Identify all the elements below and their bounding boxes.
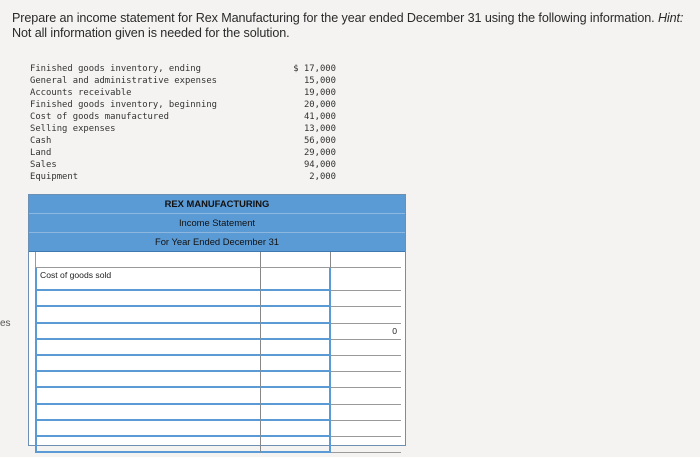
statement-row (29, 372, 405, 388)
statement-amount-input[interactable] (261, 356, 331, 372)
given-item (30, 171, 336, 183)
statement-amount-input[interactable] (261, 405, 331, 421)
given-item-label: Selling expenses (30, 124, 116, 134)
given-item-label: Land (30, 148, 52, 158)
statement-title: Income Statement (29, 214, 405, 233)
prompt-text: Prepare an income statement for Rex Manufacturing for the year ended December 31 using the following information. (12, 11, 658, 25)
statement-total-cell[interactable] (331, 291, 401, 307)
given-item-amount: 29,000 (303, 148, 336, 158)
statement-amount-input[interactable] (261, 437, 331, 453)
given-item-amount: 13,000 (303, 124, 336, 134)
statement-total-cell[interactable]: 0 (331, 324, 401, 340)
statement-label-input[interactable] (35, 437, 261, 453)
given-item-label: Equipment (30, 172, 79, 182)
given-item-label: Cash (30, 136, 52, 146)
given-item (30, 75, 336, 87)
statement-total-cell[interactable] (331, 421, 401, 437)
statement-amount-input[interactable] (261, 388, 331, 404)
statement-period: For Year Ended December 31 (154, 236, 280, 247)
given-item-label: Accounts receivable (30, 88, 132, 98)
statement-total-cell[interactable] (331, 372, 401, 388)
given-item (30, 99, 336, 111)
statement-row (29, 388, 405, 404)
statement-label-input[interactable] (35, 324, 261, 340)
statement-total-cell[interactable] (331, 340, 401, 356)
statement-amount-input[interactable] (261, 372, 331, 388)
statement-amount-input[interactable] (261, 324, 331, 340)
statement-total-cell[interactable] (331, 405, 401, 421)
given-item-amount: 2,000 (309, 172, 336, 182)
statement-amount-input[interactable] (261, 268, 331, 291)
statement-header (29, 195, 405, 252)
prompt-hint-text: Not all information given is needed for the solution. (12, 26, 290, 40)
given-item-amount: 15,000 (303, 76, 336, 86)
given-item (30, 147, 336, 159)
statement-total-cell[interactable] (331, 252, 401, 268)
statement-label-input[interactable] (35, 356, 261, 372)
statement-row (29, 268, 405, 291)
income-statement-table (28, 194, 406, 446)
company-name: REX MANUFACTURING (29, 195, 405, 214)
given-item (30, 87, 336, 99)
statement-body (29, 252, 405, 453)
statement-row (29, 291, 405, 307)
statement-row (29, 356, 405, 372)
statement-label-input[interactable] (35, 388, 261, 404)
given-item-amount: $ 17,000 (293, 64, 336, 74)
given-item-label: General and administrative expenses (30, 76, 218, 86)
statement-total-cell[interactable] (331, 268, 401, 291)
statement-row (29, 437, 405, 453)
given-item (30, 159, 336, 171)
given-item (30, 111, 336, 123)
statement-label-input[interactable] (35, 421, 261, 437)
given-item (30, 63, 336, 75)
statement-label-input[interactable] (35, 252, 261, 268)
given-item (30, 135, 336, 147)
statement-total-cell[interactable] (331, 437, 401, 453)
given-item-label: Finished goods inventory, beginning (30, 100, 218, 110)
statement-label-input[interactable] (35, 405, 261, 421)
statement-amount-input[interactable] (261, 340, 331, 356)
statement-label-input[interactable] (35, 307, 261, 323)
statement-label-input[interactable] (35, 291, 261, 307)
statement-row (29, 340, 405, 356)
statement-amount-input[interactable] (261, 307, 331, 323)
statement-row (29, 421, 405, 437)
statement-total-cell[interactable] (331, 388, 401, 404)
given-item (30, 123, 336, 135)
statement-row (29, 324, 405, 340)
statement-total-cell[interactable] (331, 356, 401, 372)
given-item-label: Cost of goods manufactured (30, 112, 169, 122)
statement-row (29, 252, 405, 268)
statement-label-input[interactable]: Cost of goods sold (35, 268, 261, 291)
statement-label-input[interactable] (35, 372, 261, 388)
statement-row (29, 405, 405, 421)
question-prompt (12, 11, 700, 41)
given-information-list (30, 63, 336, 183)
statement-amount-input[interactable] (261, 421, 331, 437)
given-item-label: Finished goods inventory, ending (30, 64, 201, 74)
given-item-amount: 94,000 (303, 160, 336, 170)
given-item-amount: 56,000 (303, 136, 336, 146)
given-item-amount: 41,000 (303, 112, 336, 122)
given-item-amount: 20,000 (303, 100, 336, 110)
statement-label-input[interactable] (35, 340, 261, 356)
prompt-hint-label: Hint: (657, 11, 684, 25)
given-item-amount: 19,000 (303, 88, 336, 98)
statement-amount-input[interactable] (261, 252, 331, 268)
statement-total-cell[interactable] (331, 307, 401, 323)
statement-row (29, 307, 405, 323)
given-item-label: Sales (30, 160, 57, 170)
side-marker: es (0, 318, 11, 329)
statement-amount-input[interactable] (261, 291, 331, 307)
